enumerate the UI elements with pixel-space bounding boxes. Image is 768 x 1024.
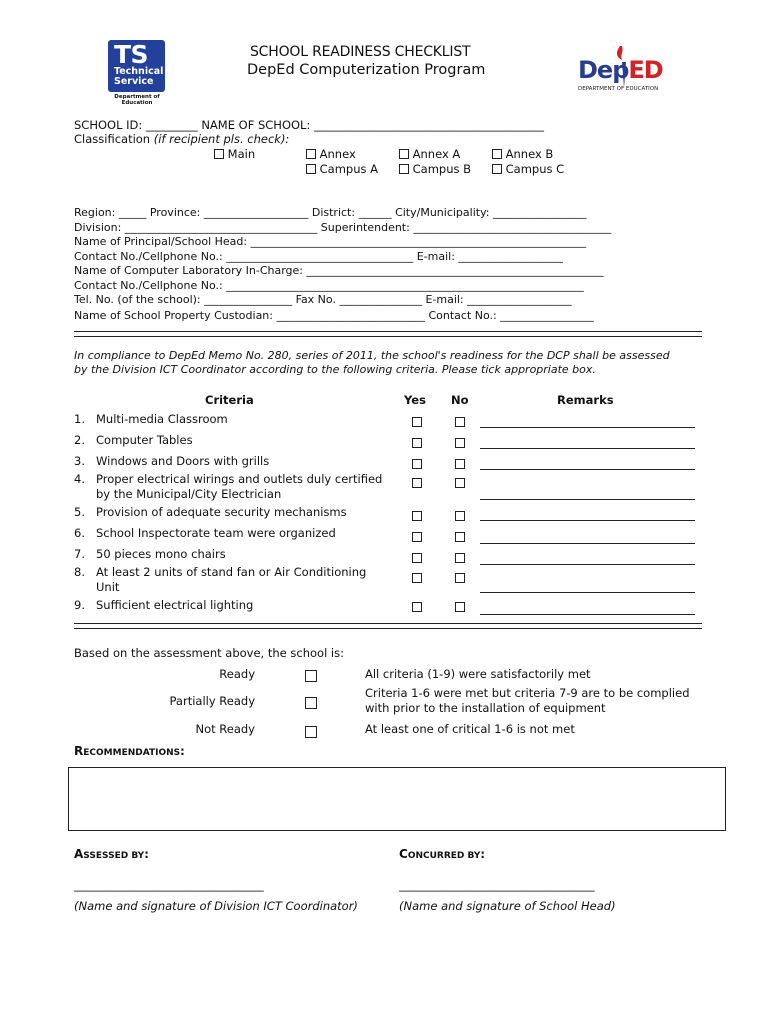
yes-checkbox[interactable] [412,478,422,488]
lab-contact-field[interactable]: Contact No./Cellphone No.: _________________________________________________________________ [74,279,584,292]
criteria-text: 50 pieces mono chairs [96,547,226,561]
assessment-intro: Based on the assessment above, the school is: [74,646,344,660]
assessment-desc: At least one of critical 1-6 is not met [365,722,575,736]
ts-technical-service-logo [104,40,170,106]
principal-contact-field[interactable]: Contact No./Cellphone No.: __________________________________ E-mail: ___________________ [74,250,563,263]
no-header: No [451,393,469,407]
recommendations-label: RECOMMENDATIONS: [74,744,185,758]
remarks-line[interactable] [480,427,695,428]
criteria-number: 6. [74,526,85,540]
checkbox[interactable] [492,149,502,159]
division-field[interactable]: Division: ___________________________________ Superintendent: ____________________________________ [74,221,612,234]
ts-logo-line2: Service [114,76,154,87]
criteria-number: 7. [74,547,85,561]
deped-logo [574,42,694,98]
criteria-header: Criteria [205,393,254,407]
checkbox[interactable] [399,164,409,174]
criteria-text: Proper electrical wirings and outlets duly certified [96,472,383,486]
criteria-number: 9. [74,598,85,612]
remarks-line[interactable] [480,564,695,565]
principal-field[interactable]: Name of Principal/School Head: _____________________________________________________________ [74,235,587,248]
checkbox[interactable] [399,149,409,159]
lab-incharge-field[interactable]: Name of Computer Laboratory In-Charge: ______________________________________________________ [74,264,604,277]
divider [74,623,702,629]
concurred-signature-note: (Name and signature of School Head) [399,899,616,913]
criteria-text: Computer Tables [96,433,193,447]
remarks-line[interactable] [480,614,695,615]
yes-checkbox[interactable] [412,602,422,612]
remarks-line[interactable] [480,499,695,500]
no-checkbox[interactable] [455,478,465,488]
no-checkbox[interactable] [455,511,465,521]
criteria-number: 5. [74,505,85,519]
compliance-text-2: by the Division ICT Coordinator according to the following criteria. Please tick appropriate box. [74,363,596,376]
assessment-desc: Criteria 1-6 were met but criteria 7-9 are to be complied [365,686,690,700]
yes-checkbox[interactable] [412,532,422,542]
checkbox[interactable] [306,149,316,159]
divider [74,331,702,337]
classification-label: Classification (if recipient pls. check): [74,132,290,146]
no-checkbox[interactable] [455,573,465,583]
not-ready-checkbox[interactable] [305,726,317,738]
assessment-desc-cont: with prior to the installation of equipment [365,701,606,715]
yes-checkbox[interactable] [412,417,422,427]
assessed-signature-line[interactable]: _________________________________ [74,878,264,892]
ts-logo-caption: Department of Education [114,94,160,106]
deped-wordmark: DepED [578,56,663,84]
criteria-number: 2. [74,433,85,447]
recommendations-textarea[interactable] [68,767,726,831]
checkbox[interactable] [492,164,502,174]
remarks-line[interactable] [480,520,695,521]
assessment-label: Partially Ready [169,694,255,708]
remarks-line[interactable] [480,592,695,593]
school-tel-field[interactable]: Tel. No. (of the school): ________________ Fax No. _______________ E-mail: ___________________ [74,293,572,306]
partially-ready-checkbox[interactable] [305,697,317,709]
yes-checkbox[interactable] [412,553,422,563]
assessment-label: Ready [219,667,255,681]
option-annex[interactable]: Annex [306,147,356,161]
deped-logo-caption: DEPARTMENT OF EDUCATION [578,86,659,92]
compliance-text-1: In compliance to DepEd Memo No. 280, series of 2011, the school's readiness for the DCP shall be assessed [74,349,670,362]
remarks-line[interactable] [480,469,695,470]
concurred-by-label: CONCURRED BY: [399,847,486,861]
no-checkbox[interactable] [455,459,465,469]
option-campus-a[interactable]: Campus A [306,162,378,176]
criteria-number: 4. [74,472,85,486]
page-title: SCHOOL READINESS CHECKLIST [250,44,471,60]
custodian-field[interactable]: Name of School Property Custodian: ___________________________ Contact No.: _________________ [74,309,594,322]
assessment-desc: All criteria (1-9) were satisfactorily met [365,667,591,681]
checkbox[interactable] [214,149,224,159]
criteria-text: Sufficient electrical lighting [96,598,254,612]
no-checkbox[interactable] [455,438,465,448]
remarks-header: Remarks [557,393,614,407]
no-checkbox[interactable] [455,417,465,427]
ready-checkbox[interactable] [305,670,317,682]
criteria-text: At least 2 units of stand fan or Air Conditioning [96,565,367,579]
option-campus-c[interactable]: Campus C [492,162,564,176]
yes-checkbox[interactable] [412,511,422,521]
yes-checkbox[interactable] [412,459,422,469]
criteria-number: 8. [74,565,85,579]
option-campus-b[interactable]: Campus B [399,162,471,176]
criteria-text-cont: by the Municipal/City Electrician [96,487,282,501]
assessed-by-label: ASSESSED BY: [74,847,149,861]
page-subtitle: DepEd Computerization Program [247,62,486,78]
criteria-text: Multi-media Classroom [96,412,228,426]
ts-logo-letters: TS [114,40,149,69]
no-checkbox[interactable] [455,602,465,612]
criteria-text: Windows and Doors with grills [96,454,270,468]
criteria-number: 3. [74,454,85,468]
no-checkbox[interactable] [455,553,465,563]
no-checkbox[interactable] [455,532,465,542]
criteria-text-cont: Unit [96,580,120,594]
criteria-text: Provision of adequate security mechanisms [96,505,347,519]
ts-logo-line1: Technical [114,66,164,77]
school-id-field[interactable]: SCHOOL ID: _________ NAME OF SCHOOL: ________________________________________ [74,118,544,132]
yes-header: Yes [404,393,426,407]
assessment-label: Not Ready [195,722,255,736]
option-annex-a[interactable]: Annex A [399,147,460,161]
option-annex-b[interactable]: Annex B [492,147,553,161]
yes-checkbox[interactable] [412,573,422,583]
yes-checkbox[interactable] [412,438,422,448]
remarks-line[interactable] [480,448,695,449]
concurred-signature-line[interactable]: __________________________________ [399,878,595,892]
region-field[interactable]: Region: _____ Province: ___________________ District: ______ City/Municipality: _________________ [74,206,587,219]
criteria-text: School Inspectorate team were organized [96,526,336,540]
remarks-line[interactable] [480,543,695,544]
assessed-signature-note: (Name and signature of Division ICT Coordinator) [74,899,358,913]
criteria-number: 1. [74,412,85,426]
checkbox[interactable] [306,164,316,174]
option-main[interactable]: Main [214,147,255,161]
